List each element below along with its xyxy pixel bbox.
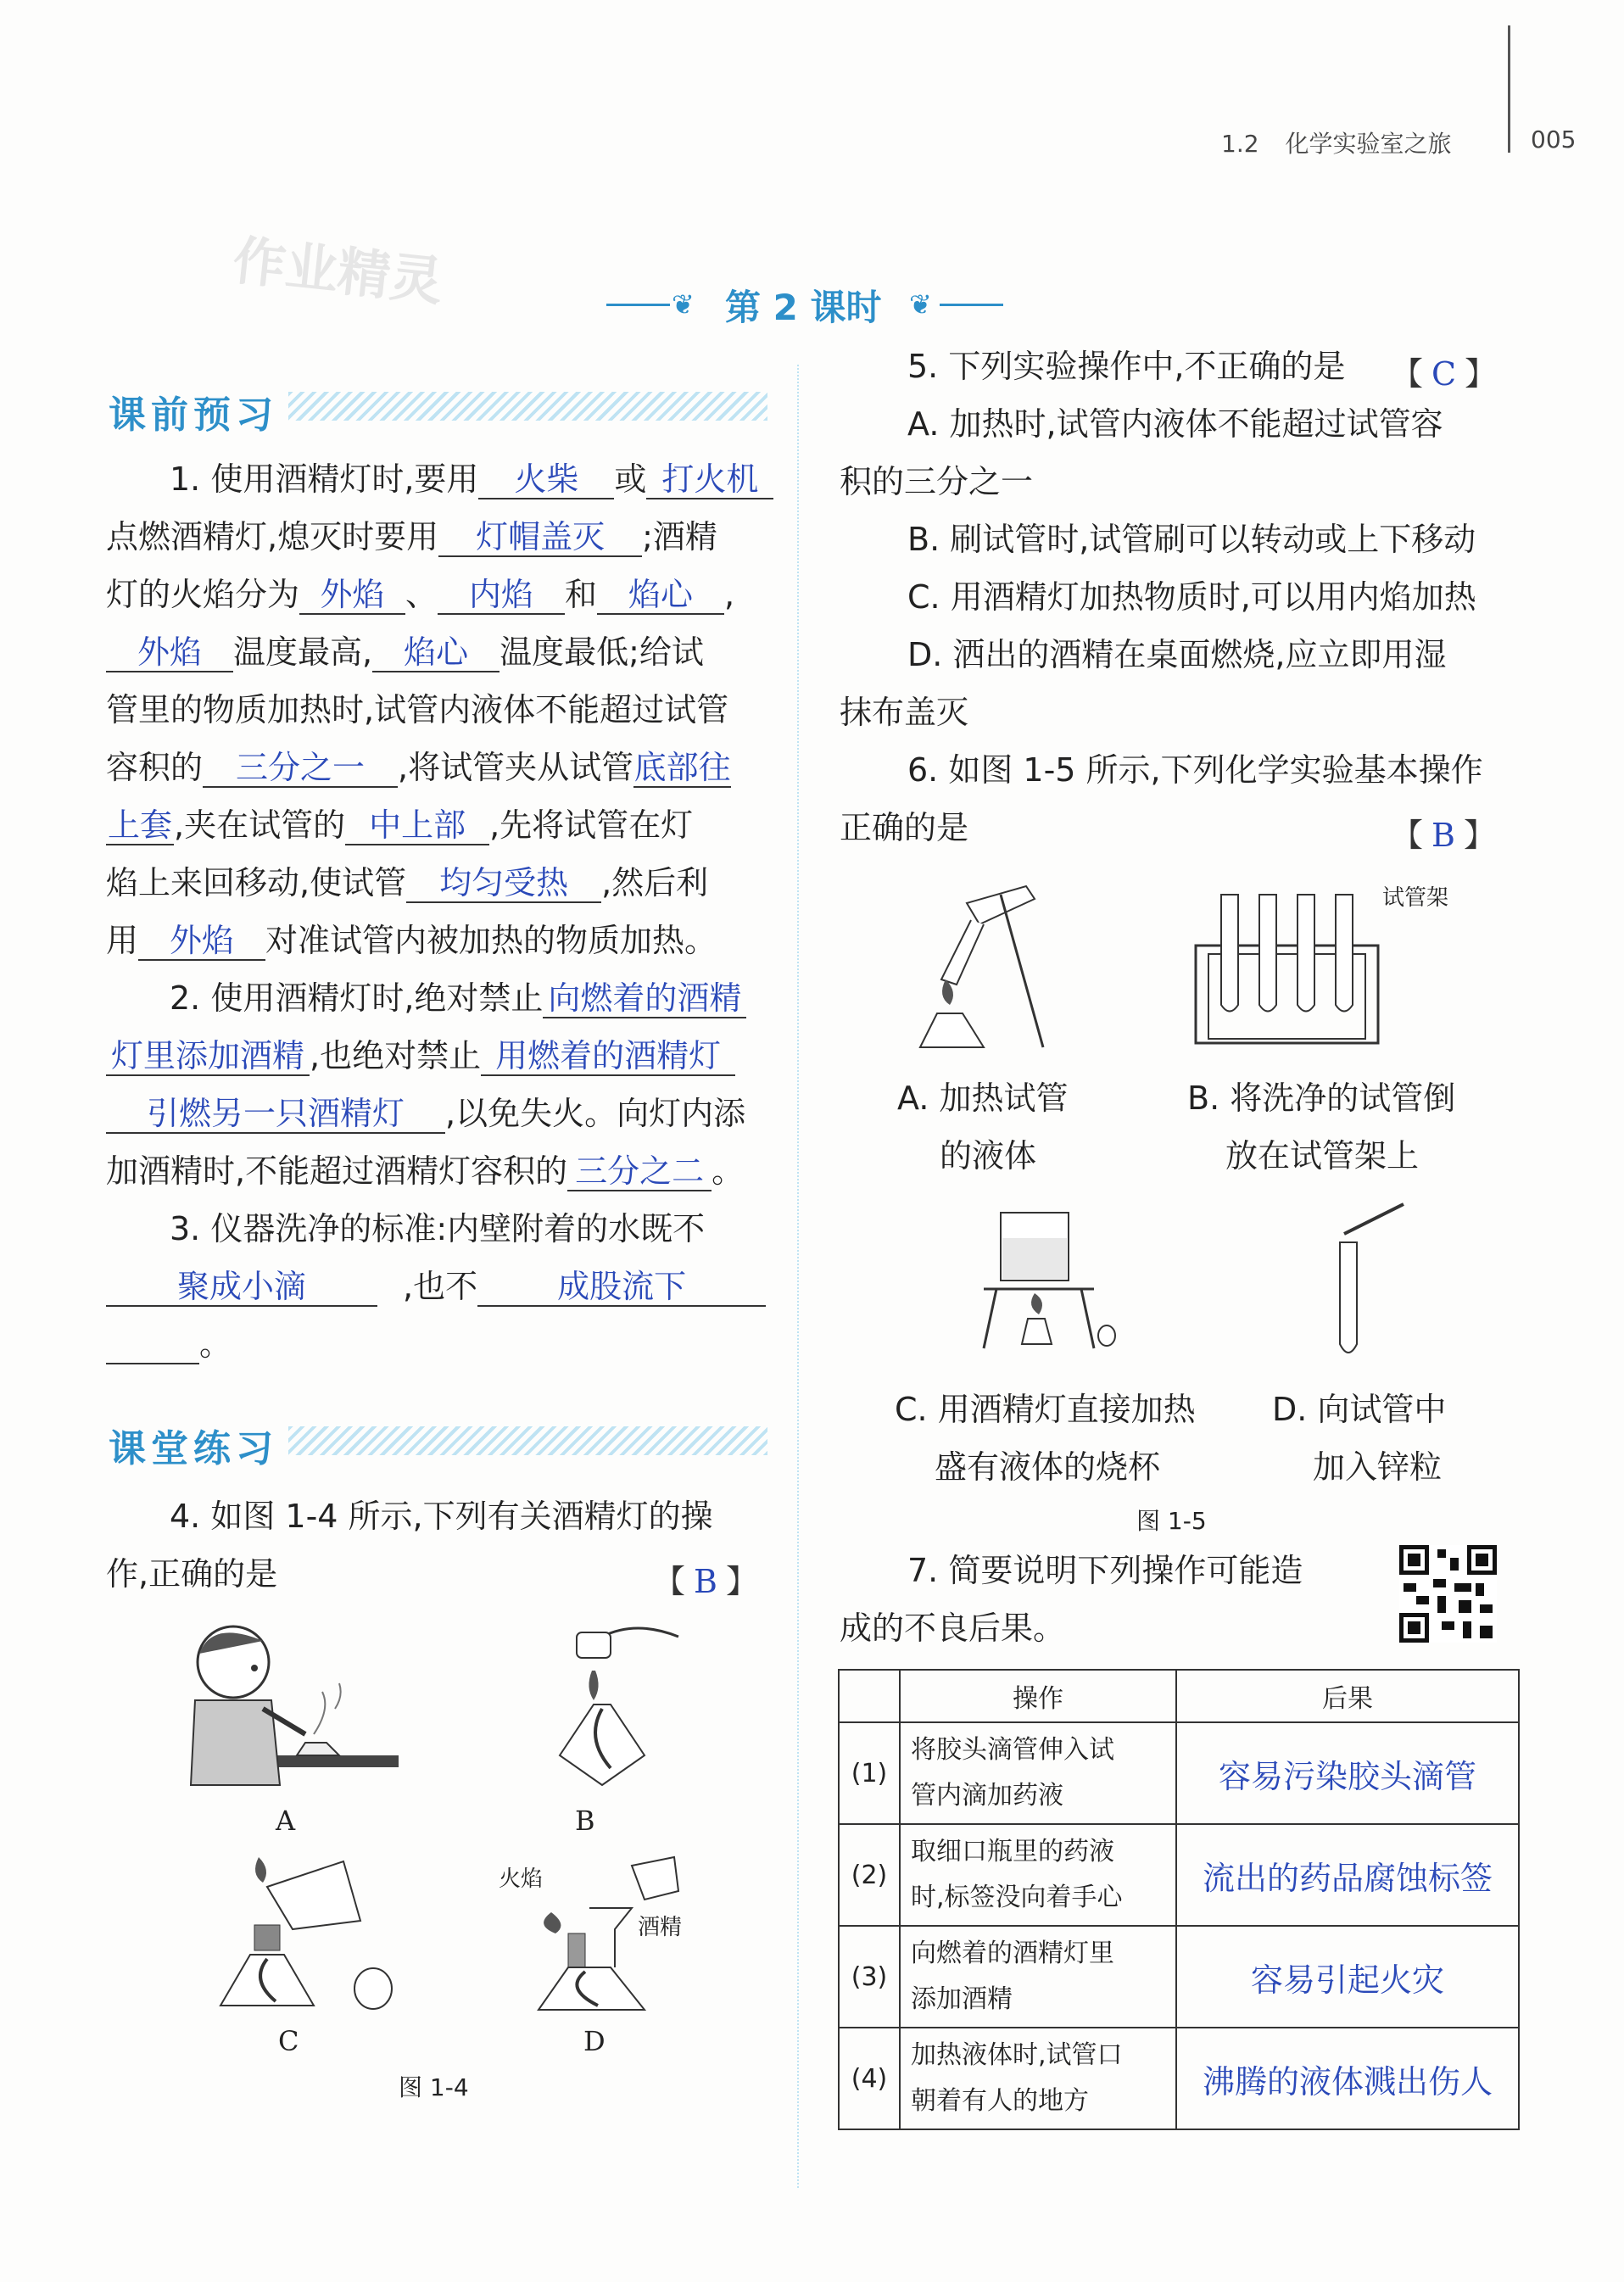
q1-blank-8: 焰心 [372,635,499,672]
q1-line8: 焰上来回移动,使试管 均匀受热 ,然后利 [106,864,709,901]
q1-line2: 点燃酒精灯,熄灭时要用 灯帽盖灭 ;酒精 [106,518,717,555]
q7-line2: 成的不良后果。 [840,1610,1066,1647]
header-section [1221,126,1451,159]
ornament-right-icon: ❦ [909,288,932,321]
fig14-label-c: C [278,2025,299,2057]
page-number: 005 [1531,126,1577,153]
table-header-operation: 操作 [900,1670,1176,1722]
q5-option-c: C. 用酒精灯加热物质时,可以用内焰加热 [907,578,1476,616]
header-divider [1508,25,1510,153]
q4-answer-bracket: 【 B 】 [653,1563,758,1600]
q2-blank-2a: 用燃着的酒精灯 [481,1039,735,1076]
fig14-label-a: A [276,1805,296,1837]
lesson-title-rule-left [606,304,670,306]
q2-line1: 2. 使用酒精灯时,绝对禁止 向燃着的酒精 [170,973,746,1024]
q6-opt-a1: A. 加热试管 [897,1080,1069,1117]
q2-blank-2b: 引燃另一只酒精灯 [106,1096,445,1134]
q5-option-a1: A. 加热时,试管内液体不能超过试管容 [907,405,1443,443]
qr-code-icon [1399,1545,1497,1643]
q2-line4: 加酒精时,不能超过酒精灯容积的 三分之二 。 [106,1152,745,1190]
q5-option-d1: D. 洒出的酒精在桌面燃烧,应立即用湿 [907,636,1447,673]
q4-line1: 4. 如图 1-4 所示,下列有关酒精灯的操 [170,1498,713,1535]
fig14-caption: 图 1-4 [399,2073,469,2101]
q7-line1: 7. 简要说明下列操作可能造 [907,1552,1303,1589]
q6-opt-d2: 加入锌粒 [1313,1448,1443,1486]
fig14-label-d: D [583,2025,606,2057]
q1-blank-3: 灯帽盖灭 [438,520,642,557]
q1-blank-5: 内焰 [438,577,565,615]
fig14-a-boy-blowing [178,1615,399,1794]
fig15-d-adding-zinc [1319,1200,1420,1361]
lesson-title-rule-right [940,304,1003,306]
fig15-a-heating-tube [899,878,1069,1047]
q1-blank-10a: 底部往 [633,749,731,786]
lesson-title: 第 2 课时 [725,287,882,328]
q1-blank-13: 外焰 [138,923,265,961]
fig14-label-b: B [575,1805,595,1837]
q1-blank-10b: 上套 [107,806,172,844]
table-row: (1) 将胶头滴管伸入试 管内滴加药液 容易污染胶头滴管 [839,1722,1519,1824]
q1-line4: 外焰 温度最高, 焰心 温度最低;给试 [106,627,704,678]
q5-stem: 5. 下列实验操作中,不正确的是 [907,348,1346,385]
table-row: (2) 取细口瓶里的药液 时,标签没向着手心 流出的药品腐蚀标签 [839,1824,1519,1926]
section-title-preview: 课前预习 [109,393,278,437]
section-title-practice: 课堂练习 [109,1427,278,1470]
q3-blank-1: 聚成小滴 [106,1269,377,1307]
table-header-result: 后果 [1176,1670,1519,1722]
fig14-alcohol-label: 酒精 [638,1915,683,1940]
watermark-logo: 作业精灵 [230,229,446,313]
q3-line2: 聚成小滴 ,也不 成股流下 [106,1261,766,1312]
q3-line1: 3. 仪器洗净的标准:内壁附着的水既不 [170,1210,706,1247]
q1-line3: 灯的火焰分为 外焰 、 内焰 和 焰心 , [106,576,735,613]
result-cell: 流出的药品腐蚀标签 [1176,1824,1519,1926]
table-row: (4) 加热液体时,试管口 朝着有人的地方 沸腾的液体溅出伤人 [839,2028,1519,2129]
q1-blank-6: 焰心 [597,577,724,615]
fig14-b-lamp-capping [526,1620,695,1789]
fig14-flame-label: 火焰 [499,1866,544,1892]
q1-blank-9: 三分之一 [203,750,398,788]
q3-blank-2: 成股流下 [477,1269,766,1307]
fig15-rack-label: 试管架 [1382,885,1449,911]
q6-answer-bracket: 【 B 】 [1391,817,1496,854]
q6-answer: B [1431,817,1455,854]
q5-option-d2: 抹布盖灭 [840,694,969,731]
section-title: 化学实验室之旅 [1285,130,1452,158]
q5-answer-bracket: 【 C 】 [1391,355,1498,393]
q1-blank-11: 中上部 [345,808,489,845]
q3-line3: 。 [106,1319,232,1370]
fig15-caption: 图 1-5 [1136,1507,1207,1535]
ornament-left-icon: ❦ [672,288,695,321]
q6-line1: 6. 如图 1-5 所示,下列化学实验基本操作 [907,751,1483,789]
q1-line5: 管里的物质加热时,试管内液体不能超过试管 [106,691,729,728]
q5-answer: C [1431,355,1457,393]
q2-line2: 灯里添加酒精 ,也绝对禁止 用燃着的酒精灯 [106,1030,735,1081]
q7-table [838,1669,1520,2130]
q1-blank-1: 火柴 [478,462,614,499]
q1-line9: 用 外焰 对准试管内被加热的物质加热。 [106,922,717,959]
q2-blank-3: 三分之二 [567,1154,712,1191]
q6-line2: 正确的是 [840,809,969,846]
result-cell: 容易引起火灾 [1176,1926,1519,2028]
q5-option-b: B. 刷试管时,试管刷可以转动或上下移动 [907,521,1476,558]
fig15-b-test-tube-rack [1191,886,1387,1047]
q1-blank-7: 外焰 [106,635,233,672]
q6-opt-b2: 放在试管架上 [1225,1137,1420,1174]
table-header-row [839,1670,1519,1722]
fig15-c-heating-beaker [975,1204,1119,1353]
q6-opt-a2: 的液体 [940,1137,1037,1174]
section-number: 1.2 [1221,130,1259,158]
q6-opt-c2: 盛有液体的烧杯 [935,1448,1161,1486]
q6-opt-d1: D. 向试管中 [1272,1391,1447,1428]
q6-opt-b1: B. 将洗净的试管倒 [1187,1080,1456,1117]
section-hatch-practice [288,1426,767,1455]
column-divider [797,365,799,2188]
q1-line6: 容积的 三分之一 ,将试管夹从试管底部往 [106,749,731,786]
q1-line1: 1. 使用酒精灯时,要用 火柴 或 打火机 [170,454,773,505]
q5-option-a2: 积的三分之一 [840,463,1034,500]
q1-line7: 上套,夹在试管的 中上部 ,先将试管在灯 [107,806,694,844]
q1-blank-4: 外焰 [299,577,405,615]
q1-blank-2: 打火机 [646,462,773,499]
q2-blank-1b: 灯里添加酒精 [106,1039,310,1076]
q4-answer: B [694,1563,717,1600]
section-hatch-preview [288,392,767,421]
q1-blank-12: 均匀受热 [406,866,601,903]
table-row: (3) 向燃着的酒精灯里 添加酒精 容易引起火灾 [839,1926,1519,2028]
q4-line2: 作,正确的是 [106,1555,278,1593]
result-cell: 容易污染胶头滴管 [1176,1722,1519,1824]
result-cell: 沸腾的液体溅出伤人 [1176,2028,1519,2129]
q2-blank-1a: 向燃着的酒精 [543,981,746,1018]
fig14-c-lamp-lighting [208,1844,420,2023]
q2-line3: 引燃另一只酒精灯 ,以免失火。向灯内添 [106,1088,745,1139]
q6-opt-c1: C. 用酒精灯直接加热 [895,1391,1196,1428]
